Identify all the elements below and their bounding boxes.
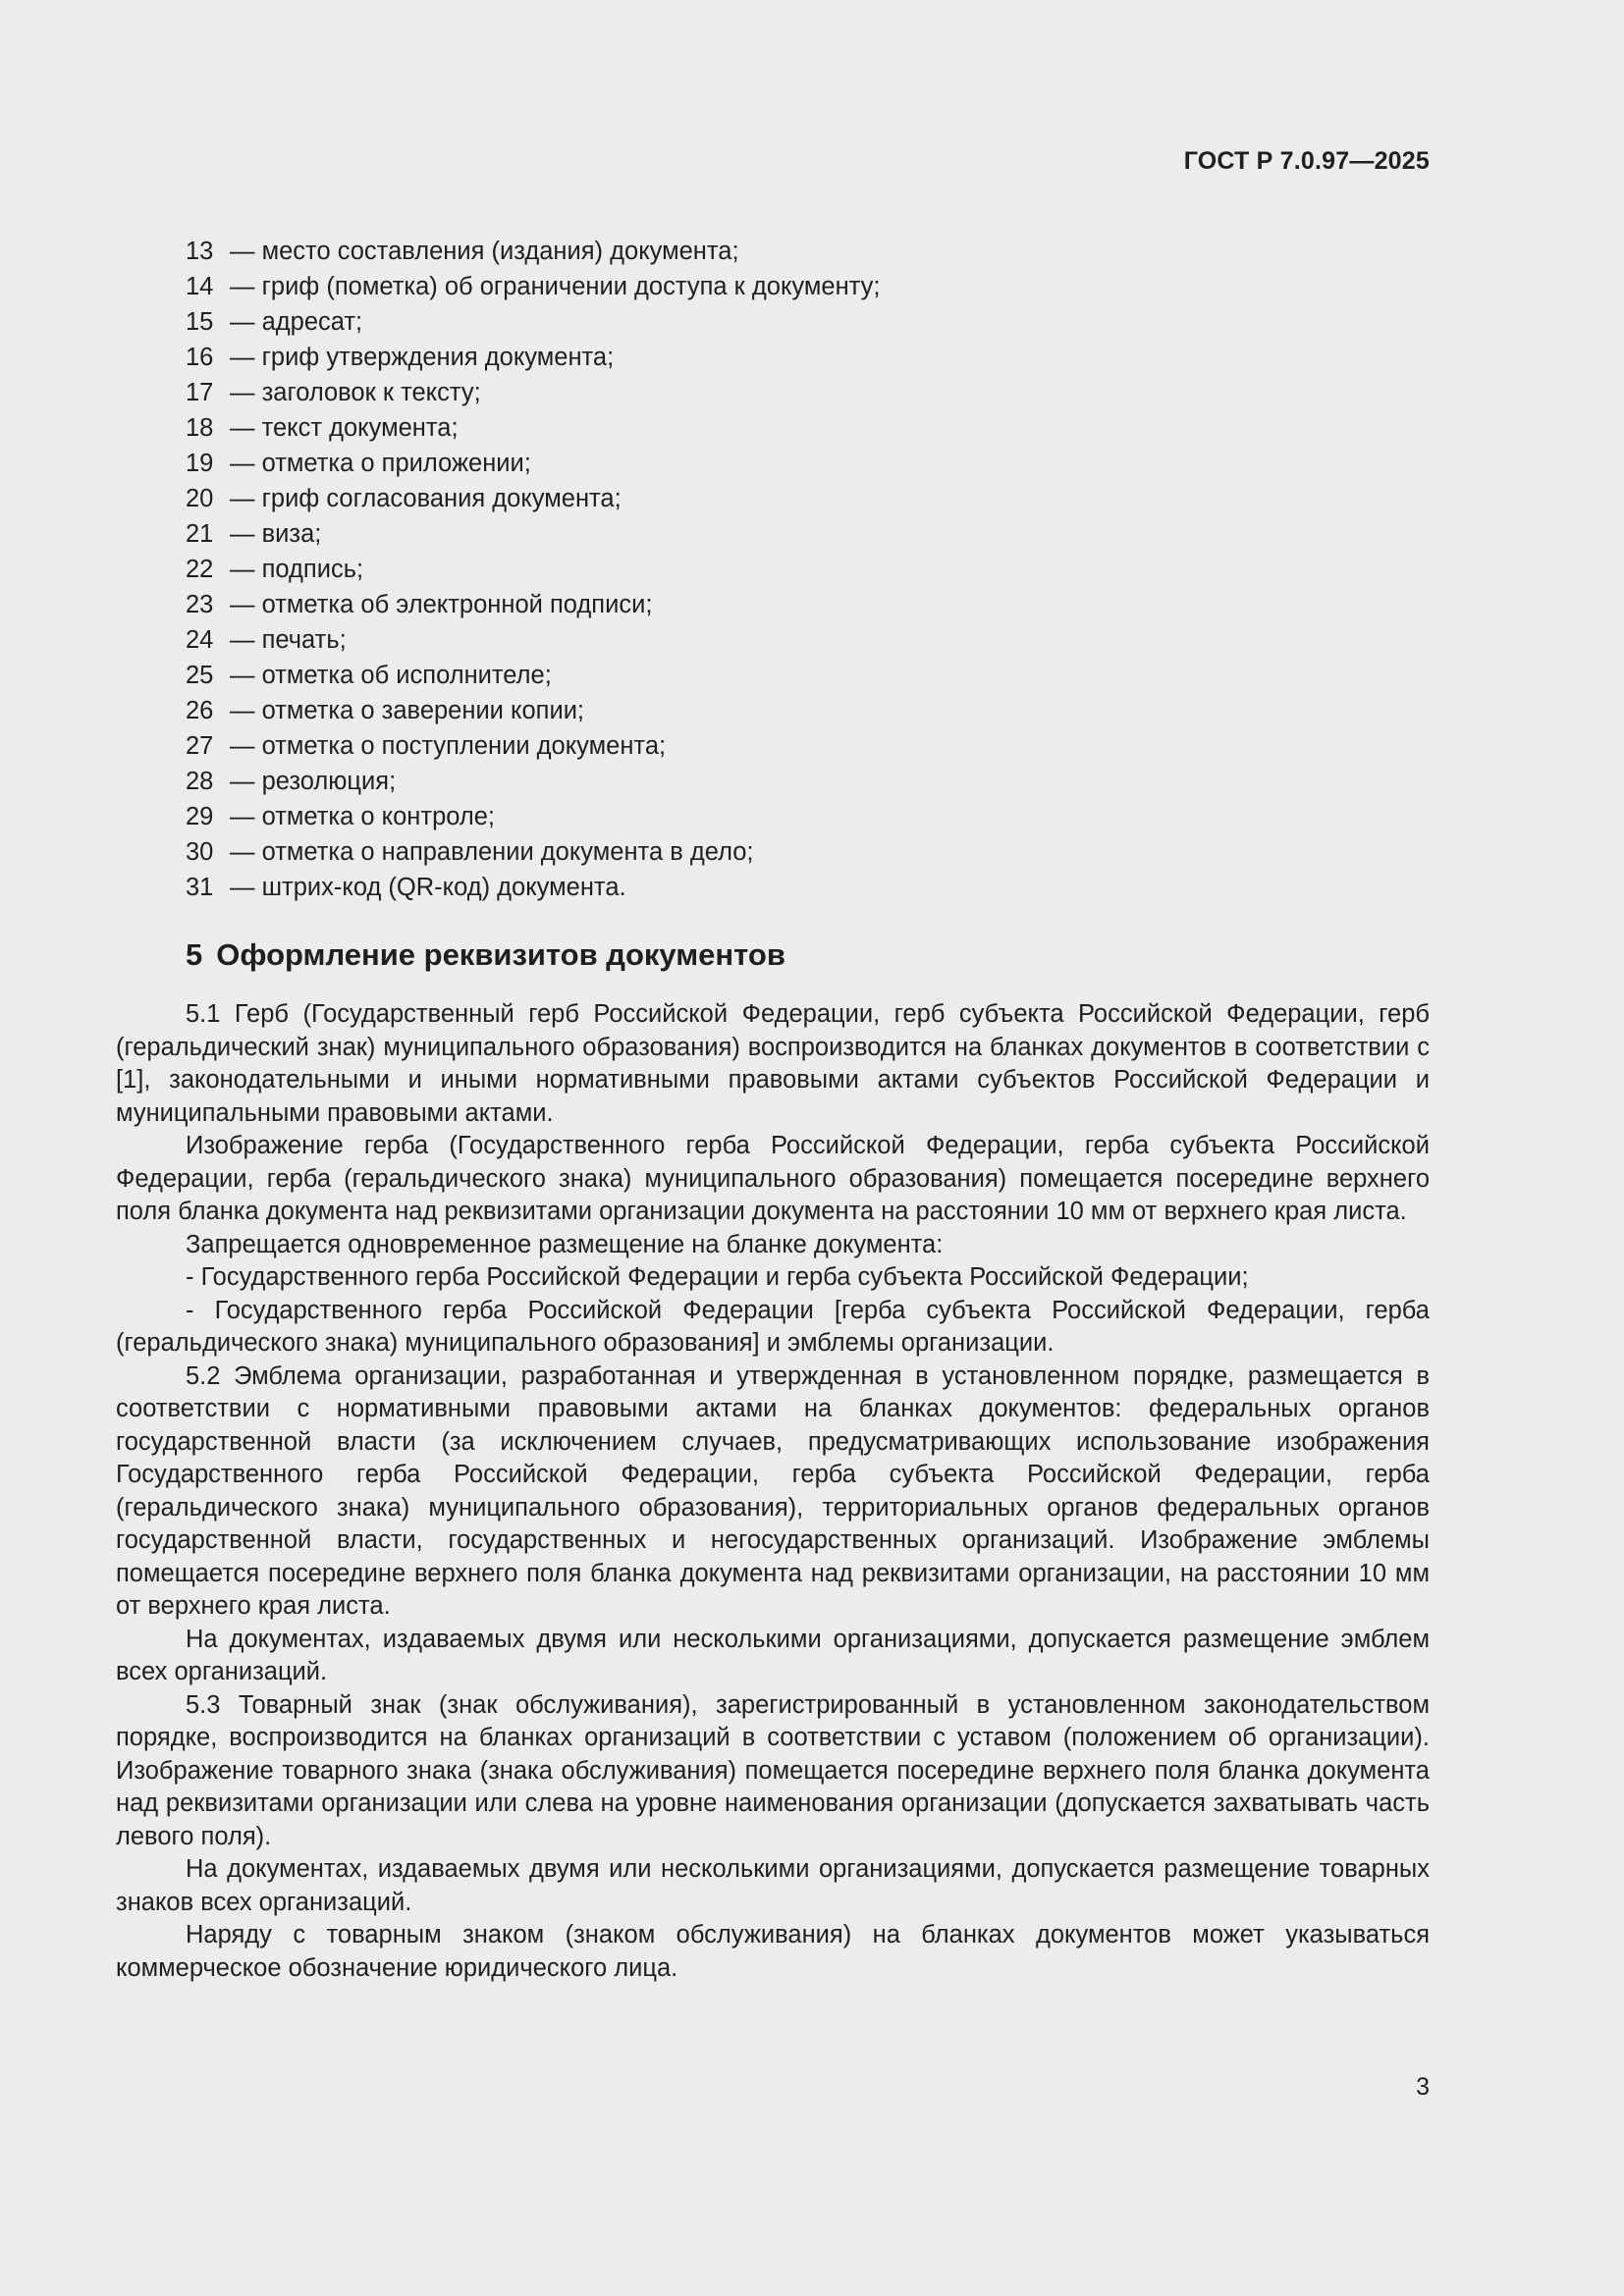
paragraph: 5.3 Товарный знак (знак обслуживания), зарегистрированный в установленном законодательством порядке, воспроизводится на бланках организаций в соответствии с уставом (положением об организации). Изображение товарного знака (знака обслуживания) помещается посередине верхнего поля бланка документа над реквизитами организации или слева на уровне наименования организации (допускается захватывать часть левого поля). [116, 1690, 1430, 1850]
list-item-text: — отметка о поступлении документа; [230, 732, 667, 760]
list-item-number: 22 [186, 556, 214, 583]
section-number: 5 [186, 937, 203, 972]
list-item [186, 234, 880, 269]
list-item-number: 17 [186, 379, 214, 406]
list-item [186, 587, 880, 622]
list-item-text: — отметка об исполнителе; [230, 662, 552, 689]
paragraph: - Государственного герба Российской Федерации [герба субъекта Российской Федерации, герба (геральдического знака) муниципального образования] и эмблемы организации. [116, 1296, 1430, 1357]
list-item-text: — адресат; [230, 308, 363, 336]
list-item [186, 410, 880, 446]
list-item [186, 516, 880, 552]
list-item-text: — текст документа; [230, 414, 459, 442]
list-item-number: 14 [186, 273, 214, 300]
list-item [186, 340, 880, 375]
requisites-list [186, 234, 880, 905]
list-item-number: 24 [186, 626, 214, 654]
list-item [186, 870, 880, 905]
list-item-number: 31 [186, 874, 214, 901]
list-item-text: — печать; [230, 626, 347, 654]
list-item-number: 18 [186, 414, 214, 442]
list-item-text: — отметка о приложении; [230, 450, 531, 477]
list-item [186, 693, 880, 728]
list-item [186, 764, 880, 799]
list-item-number: 13 [186, 238, 214, 265]
document-code-header: ГОСТ Р 7.0.97—2025 [1183, 147, 1430, 175]
list-item-number: 27 [186, 732, 214, 760]
list-item [186, 481, 880, 516]
list-item-text: — гриф утверждения документа; [230, 344, 615, 371]
section-heading [186, 937, 785, 973]
paragraph: 5.1 Герб (Государственный герб Российской Федерации, герб субъекта Российской Федерации, герб (геральдический знак) муниципального образования) воспроизводится на бланках документов в соответствии с [1], законодательными и иными нормативными правовыми актами субъектов Российской Федерации и муниципальными правовыми актами. [116, 1000, 1430, 1127]
list-item-number: 23 [186, 591, 214, 618]
list-item-text: — гриф (пометка) об ограничении доступа к документу; [230, 273, 881, 300]
list-item [186, 304, 880, 340]
list-item-text: — отметка о направлении документа в дело; [230, 838, 754, 866]
paragraph: На документах, издаваемых двумя или несколькими организациями, допускается размещение эмблем всех организаций. [116, 1625, 1430, 1685]
list-item [186, 622, 880, 658]
list-item-number: 21 [186, 520, 214, 548]
list-item [186, 834, 880, 870]
list-item-text: — подпись; [230, 556, 364, 583]
list-item [186, 552, 880, 587]
paragraph: Наряду с товарным знаком (знаком обслуживания) на бланках документов может указываться коммерческое обозначение юридического лица. [116, 1921, 1430, 1982]
paragraph: - Государственного герба Российской Федерации и герба субъекта Российской Федерации; [186, 1263, 1249, 1291]
list-item-text: — отметка об электронной подписи; [230, 591, 653, 618]
page-number: 3 [1416, 2073, 1430, 2101]
section-title-text: Оформление реквизитов документов [216, 937, 785, 972]
list-item-number: 28 [186, 768, 214, 795]
list-item-number: 20 [186, 485, 214, 512]
list-item [186, 446, 880, 481]
paragraph: На документах, издаваемых двумя или несколькими организациями, допускается размещение товарных знаков всех организаций. [116, 1855, 1430, 1916]
list-item-text: — гриф согласования документа; [230, 485, 622, 512]
list-item-text: — резолюция; [230, 768, 397, 795]
list-item [186, 728, 880, 764]
list-item-number: 30 [186, 838, 214, 866]
list-item [186, 375, 880, 410]
section-body [116, 998, 1430, 1985]
list-item-text: — отметка о заверении копии; [230, 697, 585, 724]
list-item-text: — виза; [230, 520, 322, 548]
list-item-number: 26 [186, 697, 214, 724]
list-item-text: — заголовок к тексту; [230, 379, 481, 406]
list-item-text: — штрих-код (QR-код) документа. [230, 874, 626, 901]
list-item-number: 25 [186, 662, 214, 689]
paragraph: Запрещается одновременное размещение на бланке документа: [186, 1230, 944, 1258]
list-item [186, 799, 880, 834]
list-item-number: 15 [186, 308, 214, 336]
list-item-number: 29 [186, 803, 214, 830]
list-item-number: 19 [186, 450, 214, 477]
list-item [186, 658, 880, 693]
paragraph: Изображение герба (Государственного герба Российской Федерации, герба субъекта Российской Федерации, герба (геральдического знака) муниципального образования) помещается посередине верхнего поля бланка документа над реквизитами организации документа на расстоянии 10 мм от верхнего края листа. [116, 1132, 1430, 1225]
list-item [186, 269, 880, 304]
list-item-number: 16 [186, 344, 214, 371]
paragraph: 5.2 Эмблема организации, разработанная и утвержденная в установленном порядке, размещается в соответствии с нормативными правовыми актами на бланках документов: федеральных органов государственной власти (за исключением случаев, предусматривающих использование изображения Государственного герба Российской Федерации, герба субъекта Российской Федерации, герба (геральдического знака) муниципального образования), территориальных органов федеральных органов государственной власти, государственных и негосударственных организаций. Изображение эмблемы помещается посередине верхнего поля бланка документа над реквизитами организации, на расстоянии 10 мм от верхнего края листа. [116, 1362, 1430, 1620]
list-item-text: — место составления (издания) документа; [230, 238, 739, 265]
list-item-text: — отметка о контроле; [230, 803, 496, 830]
